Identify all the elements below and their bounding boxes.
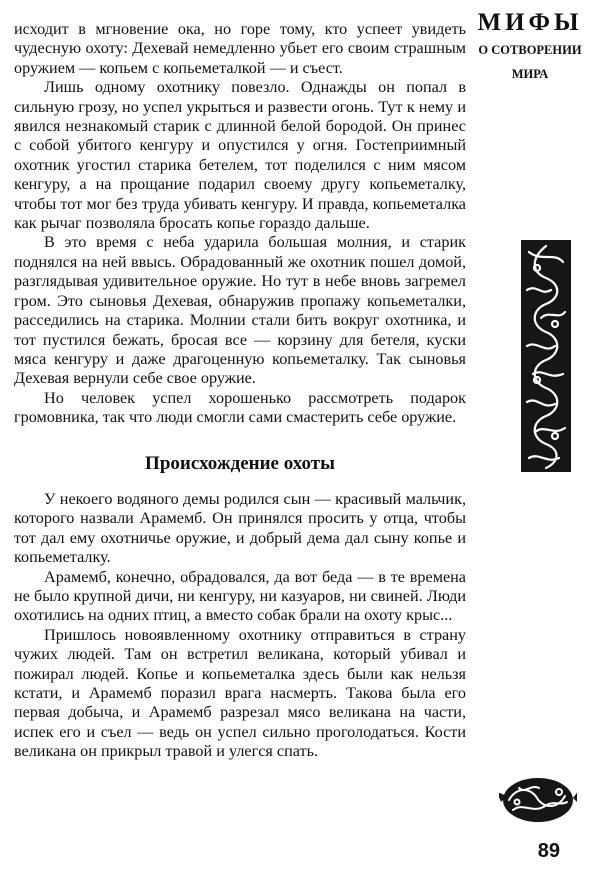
body-paragraph: Лишь одному охотнику повезло. Однажды он попал в сильную грозу, но успел укрыться и развести огонь. Тут к нему и явился незнакомый старик с длинной белой бородой. Он принес с собой убитого кенгуру и опустился у огня. Гостеприимный охотник угостил старика бетелем, тот поделился с ним мясом кенгуру, а на прощание подарил своему другу копьеметалку, чтобы тот мог без труда убивать кенгуру. И правда, копьеметалка как рычаг позволяла бросать копье гораздо дальше. — [14, 78, 466, 233]
series-title: МИФЫ — [477, 9, 583, 36]
section-paragraph: Пришлось новоявленному охотнику отправиться в страну чужих людей. Там он встретил великана, который убивал и пожирал людей. Копье и копьеметалка здесь были как нельзя кстати, и Арамемб поразил врага насмерть. Такова была его первая добыча, и Арамемб разрезал мясо великана на части, испек его и съел — ведь он успел сильно проголодаться. Кости великана он прикрыл травой и улегся спать. — [14, 625, 466, 761]
section-paragraph: Арамемб, конечно, обрадовался, да вот беда — в те времена не было крупной дичи, ни кенгуру, ни казуаров, ни свиней. Люди охотились на одних птиц, а вместо собак брали на охоту крыс... — [14, 567, 466, 625]
section-title: Происхождение охоты — [145, 452, 335, 474]
carved-ornament-icon — [519, 238, 573, 474]
series-subtitle-line1: О СОТВОРЕНИИ — [478, 43, 582, 57]
main-text-column — [14, 20, 466, 762]
page-number: 89 — [537, 840, 560, 862]
series-subtitle-line2: МИРА — [511, 67, 549, 81]
section-paragraph: У некоего водяного демы родился сын — красивый мальчик, которого назвали Арамемб. Он принялся просить у отца, чтобы тот дал ему охотничье оружие, и добрый дема дал сыну копье и копьеметалку. — [14, 489, 466, 567]
running-header — [466, 8, 594, 86]
body-paragraph: Но человек успел хорошенько рассмотреть подарок громовника, так что люди смогли сами смастерить себе оружие. — [14, 388, 466, 427]
body-paragraph: исходит в мгновение ока, но горе тому, кто успеет увидеть чудесную охоту: Дехевай немедленно убьет его своим страшным оружием — копьем с копьеметалкой — и съест. — [14, 20, 466, 77]
body-paragraph: В это время с неба ударила большая молния, и старик поднялся на ней ввысь. Обрадованный же охотник пошел домой, разглядывая удивительное оружие. Но тут в небе вновь загремел гром. Это сыновья Дехевая, обнаружив пропажу копьеметалки, расседились на старика. Молнии стали бить вокруг охотника, и тот пустился бежать, бросая все — корзину для бетеля, куски мяса кенгуру и даже драгоценную копьеметалку. Так сыновья Дехевая вернули себе свое оружие. — [14, 233, 466, 388]
carved-beast-ornament-icon — [499, 772, 577, 826]
